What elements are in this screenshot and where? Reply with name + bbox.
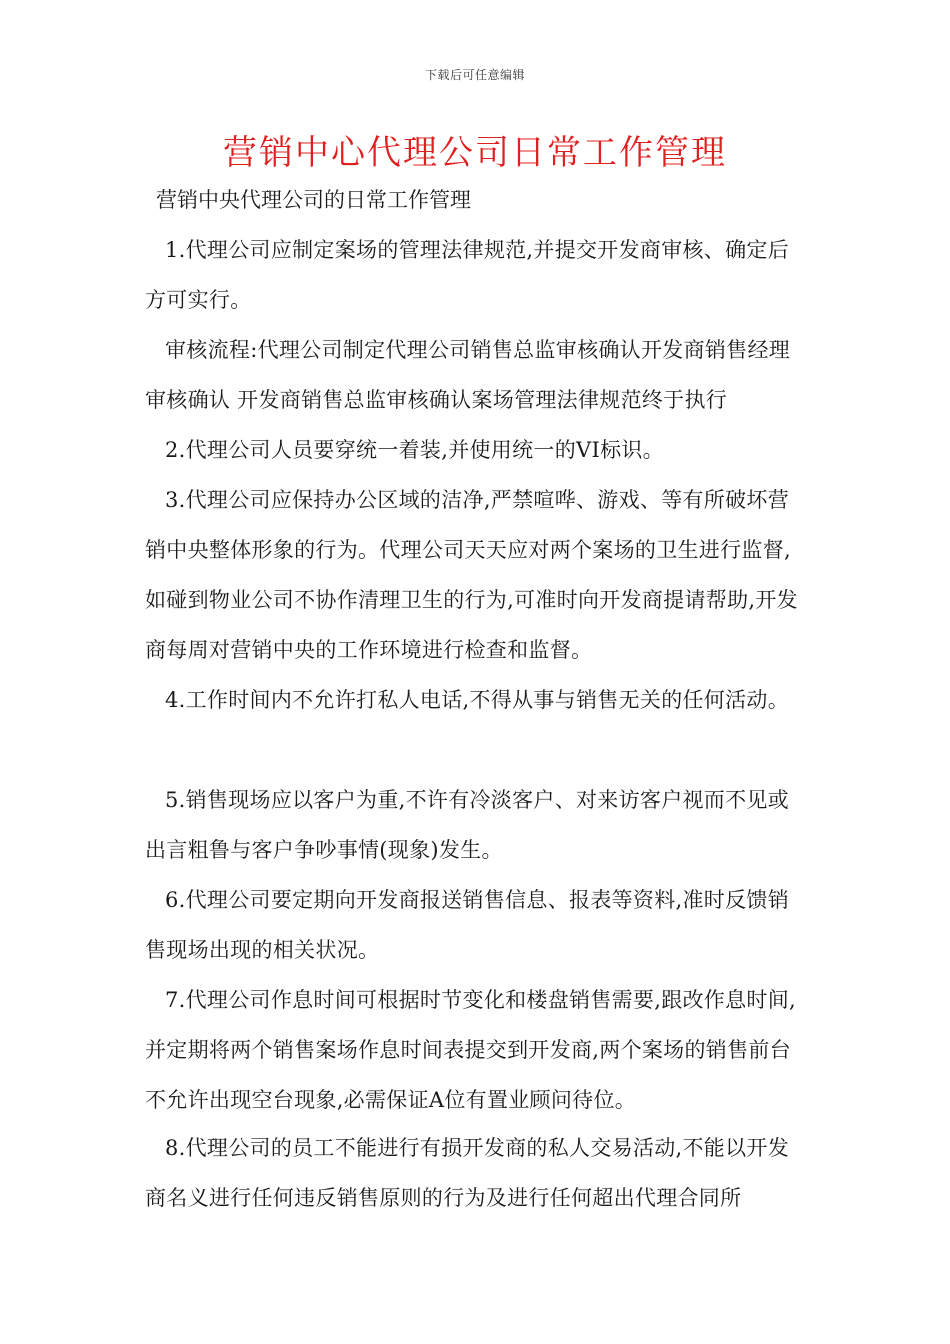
paragraph-8: 8.代理公司的员工不能进行有损开发商的私人交易活动,不能以开发商名义进行任何违反销售原则的行为及进行任何超出代理合同所 [145, 1136, 790, 1210]
paragraph-5: 5.销售现场应以客户为重,不许有冷淡客户、对来访客户视而不见或出言粗鲁与客户争吵事情(现象)发生。 [145, 788, 790, 862]
header-note: 下载后可任意编辑 [424, 68, 525, 82]
paragraph-4: 4.工作时间内不允许打私人电话,不得从事与销售无关的任何活动。 [165, 688, 790, 712]
paragraph-1: 1.代理公司应制定案场的管理法律规范,并提交开发商审核、确定后方可实行。 [145, 238, 790, 312]
document-title: 营销中心代理公司日常工作管理 [223, 133, 727, 173]
paragraph-7: 7.代理公司作息时间可根据时节变化和楼盘销售需要,跟改作息时间,并定期将两个销售案场作息时间表提交到开发商,两个案场的销售前台不允许出现空台现象,必需保证A位有置业顾问待位。 [145, 988, 796, 1112]
document-subtitle: 营销中央代理公司的日常工作管理 [156, 188, 471, 212]
paragraph-review-process: 审核流程:代理公司制定代理公司销售总监审核确认开发商销售经理审核确认 开发商销售总监审核确认案场管理法律规范终于执行 [145, 338, 791, 412]
paragraph-6: 6.代理公司要定期向开发商报送销售信息、报表等资料,准时反馈销售现场出现的相关状况。 [145, 888, 790, 962]
paragraph-2: 2.代理公司人员要穿统一着装,并使用统一的VI标识。 [165, 438, 664, 462]
paragraph-3: 3.代理公司应保持办公区域的洁净,严禁喧哗、游戏、等有所破坏营销中央整体形象的行为。代理公司天天应对两个案场的卫生进行监督,如碰到物业公司不协作清理卫生的行为,可准时向开发商提请帮助,开发商每周对营销中央的工作环境进行检查和监督。 [145, 488, 798, 662]
